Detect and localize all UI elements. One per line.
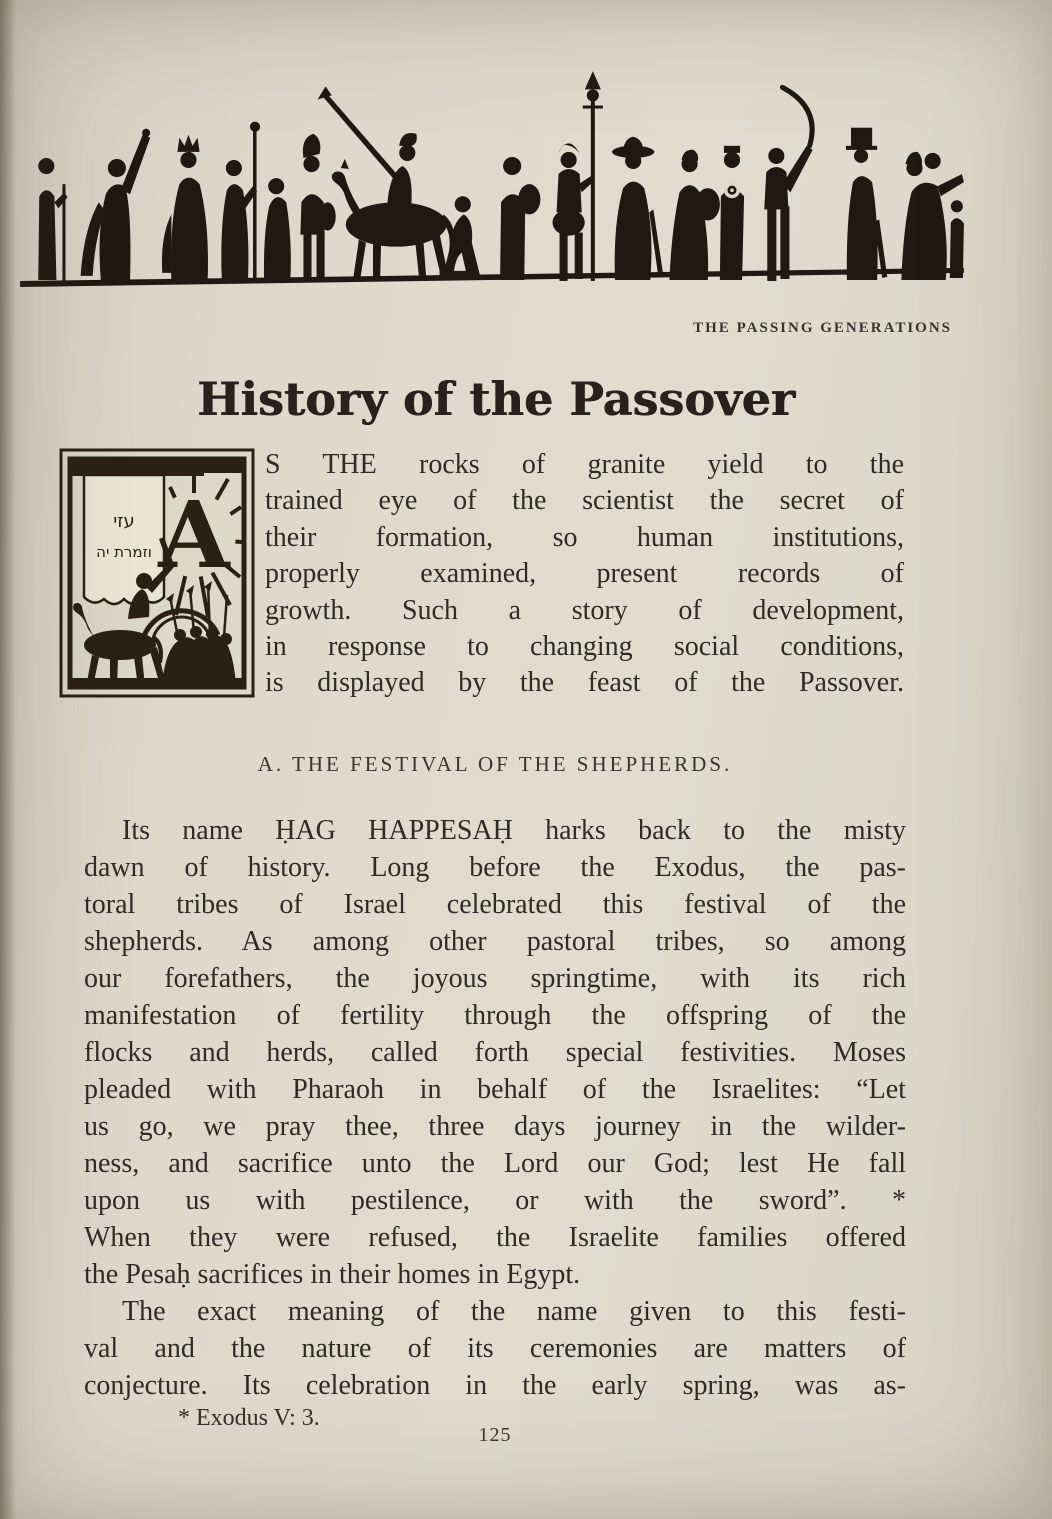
text-line: manifestation of fertility through the offspring of the (84, 1000, 906, 1031)
text-line: pleaded with Pharaoh in behalf of the Israelites: “Let (84, 1074, 906, 1105)
figure-standard-bearer (553, 71, 603, 281)
paragraph (84, 1293, 906, 1404)
text-line: toral tribes of Israel celebrated this festival of the (84, 889, 906, 920)
text-line: flocks and herds, called forth special festivities. Moses (84, 1037, 906, 1068)
initial-capital-woodcut (58, 447, 256, 699)
page-title: History of the Passover (196, 372, 796, 426)
initial-letter: A (158, 481, 230, 589)
figure-pilgrim-staff (221, 122, 260, 281)
figure-plumed-soldier (300, 134, 335, 281)
figure-prophet-pointing (81, 129, 151, 280)
text-line: S THE rocks of granite yield to the (265, 449, 904, 480)
figure-youth-bundle (500, 157, 540, 280)
figure-kneeling-man (440, 196, 480, 278)
footnote: * Exodus V: 3. (178, 1405, 320, 1431)
text-line: in response to changing social conditions, (265, 631, 904, 663)
text-line: the Pesaḥ sacrifices in their homes in Egypt. (84, 1259, 581, 1290)
text-line: shepherds. As among other pastoral tribes, so among (84, 926, 906, 957)
section-heading: A. THE FESTIVAL OF THE SHEPHERDS. (257, 752, 733, 776)
text-line: Its name ḤAG HAPPESAḤ harks back to the misty (122, 815, 906, 846)
figure-king (162, 135, 208, 280)
running-caption: THE PASSING GENERATIONS (693, 320, 952, 336)
frieze-figures (20, 71, 964, 287)
text-line: is displayed by the feast of the Passover. (265, 667, 904, 699)
figure-hooded-wanderer (264, 178, 291, 280)
banner-hebrew-line2: וזמרת יה (96, 543, 152, 561)
paragraph (84, 812, 906, 1293)
text-line: trained eye of the scientist the secret of (265, 485, 904, 517)
figure-rosette-man (720, 146, 744, 280)
opening-paragraph-block (58, 447, 904, 702)
text-line: conjecture. Its celebration in the early spring, was as- (84, 1370, 906, 1401)
text-line: val and the nature of its ceremonies are matters of (84, 1333, 906, 1364)
text-line: The exact meaning of the name given to this festi- (122, 1296, 906, 1327)
banner-hebrew-line1: עזי (113, 511, 135, 532)
figure-child (950, 200, 964, 278)
figure-woman-bundle (669, 150, 719, 280)
opening-paragraph (265, 447, 904, 702)
text-line: properly examined, present records of (265, 558, 904, 590)
text-line: our forefathers, the joyous springtime, with its rich (84, 963, 906, 994)
figure-boy-with-staff (38, 158, 67, 281)
figure-cavalier (612, 137, 663, 280)
text-line: their formation, so human institutions, (265, 521, 904, 553)
text-line: growth. Such a story of development, (265, 594, 904, 626)
text-line: us go, we pray thee, three days journey in the wilder- (84, 1111, 906, 1142)
figure-horseman (318, 86, 455, 281)
woodcut-scene (70, 459, 244, 687)
ground-line (20, 268, 964, 287)
figure-whip-man (764, 87, 812, 281)
procession-frieze-illustration (8, 28, 976, 300)
figure-top-hat-man (846, 128, 887, 280)
page-number: 125 (478, 1424, 512, 1446)
body-text (84, 812, 906, 1404)
text-line: upon us with pestilence, or with the sword”. * (84, 1185, 906, 1216)
text-line: dawn of history. Long before the Exodus, the pas- (84, 852, 906, 883)
text-line: ness, and sacrifice unto the Lord our God; lest He fall (84, 1148, 906, 1179)
text-line: When they were refused, the Israelite families offered (84, 1222, 906, 1253)
